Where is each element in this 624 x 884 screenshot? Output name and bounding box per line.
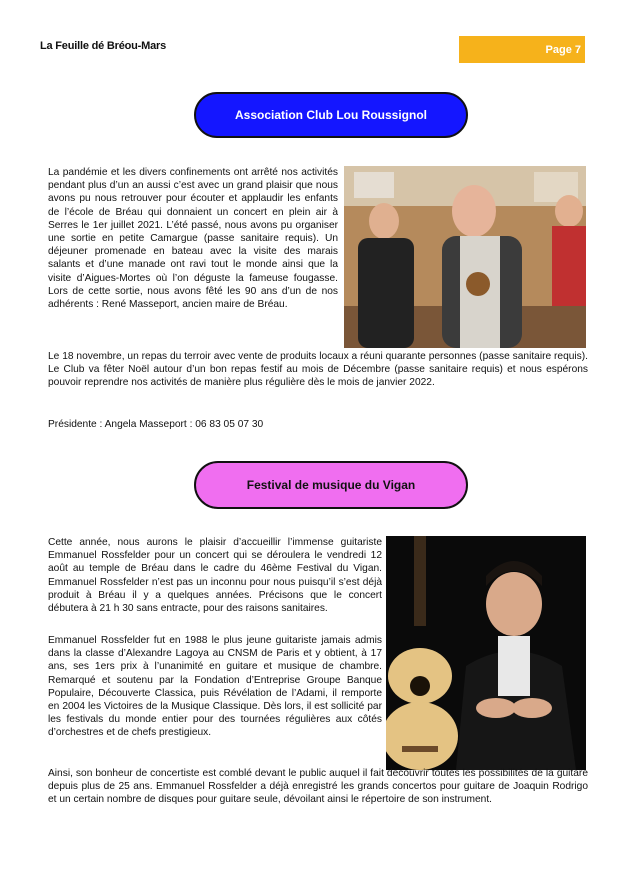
club-contact: Présidente : Angela Masseport : 06 83 05 07 30 bbox=[48, 419, 264, 430]
section-heading-festival: Festival de musique du Vigan bbox=[194, 461, 468, 509]
club-photo bbox=[344, 166, 586, 348]
section-heading-club: Association Club Lou Roussignol bbox=[194, 92, 468, 138]
club-paragraph-1: La pandémie et les divers confinements ont arrêté nos activités pendant plus d’un an aussi c’est avec un grand plaisir que nous avons pu nous retrouver pour écouter et applaudir les enfants de l’école de Bréau qui donnaient un concert en plein air à Serres le 1er juillet 2021. L’été passé, nous avons pu organiser une sortie en petite Camargue (passe sanitaire requis). Un déjeuner promenade en bateau avec la visite des marais salants et d’une manade ont ravi tout le monde ainsi que la visite d’Aigues-Mortes où l’on déguste la fameuse fougasse. Lors de cette sortie, nous avons fêté les 90 ans d’un de nos adhérents : René Masseport, ancien maire de Bréau. bbox=[48, 167, 338, 311]
festival-paragraph-2: Emmanuel Rossfelder fut en 1988 le plus jeune guitariste jamais admis dans la classe d’Alexandre Lagoya au CNSM de Paris et y obtient, à 17 ans, ses 1ers prix à l’unanimité en guitare et musique de chambre. Remarqué et soutenu par la Fondation d’Entreprise Groupe Banque Populaire, Découverte Classica, puis Révélation de l’Adami, il remporte en 2004 les Victoires de la Musique Classique. Dès lors, il est sollicité par les festivals du monde entier pour des tournées régulières aux côtés d’orchestres et de chefs prestigieux. bbox=[48, 635, 382, 739]
festival-paragraph-1: Cette année, nous aurons le plaisir d’accueillir l’immense guitariste Emmanuel Rossfelder pour un concert qui se déroulera le vendredi 12 août au temple de Bréau dans le cadre du 46ème Festival du Vigan. Emmanuel Rossfelder n’est pas un inconnu pour nous puisqu’il s’est déjà produit à Bréau il y a quelques années. Précisons que le concert débutera à 21 h 30 sans entracte, pour des raisons sanitaires. bbox=[48, 537, 382, 615]
guitarist-photo bbox=[386, 536, 586, 770]
page-number: Page 7 bbox=[545, 43, 581, 56]
club-paragraph-2: Le 18 novembre, un repas du terroir avec vente de produits locaux a réuni quarante personnes (passe sanitaire requis). Le Club va fêter Noël autour d’un bon repas festif au mois de Décembre (passe sanitaire requis) et nous espérons pouvoir reprendre nos activités de manière plus régulière dès le mois de janvier 2022. bbox=[48, 351, 588, 389]
newsletter-title: La Feuille dé Bréou-Mars bbox=[40, 40, 167, 52]
festival-paragraph-3: Ainsi, son bonheur de concertiste est comblé devant le public auquel il fait découvrir toutes les possibilités de la guitare depuis plus de 25 ans. Emmanuel Rossfelder a déjà enregistré les grands concertos pour guitare de Joaquin Rodrigo et un certain nombre de disques pour guitare seule, dévoilant ainsi le répertoire de son instrument. bbox=[48, 768, 588, 806]
page-number-bar bbox=[459, 36, 585, 63]
